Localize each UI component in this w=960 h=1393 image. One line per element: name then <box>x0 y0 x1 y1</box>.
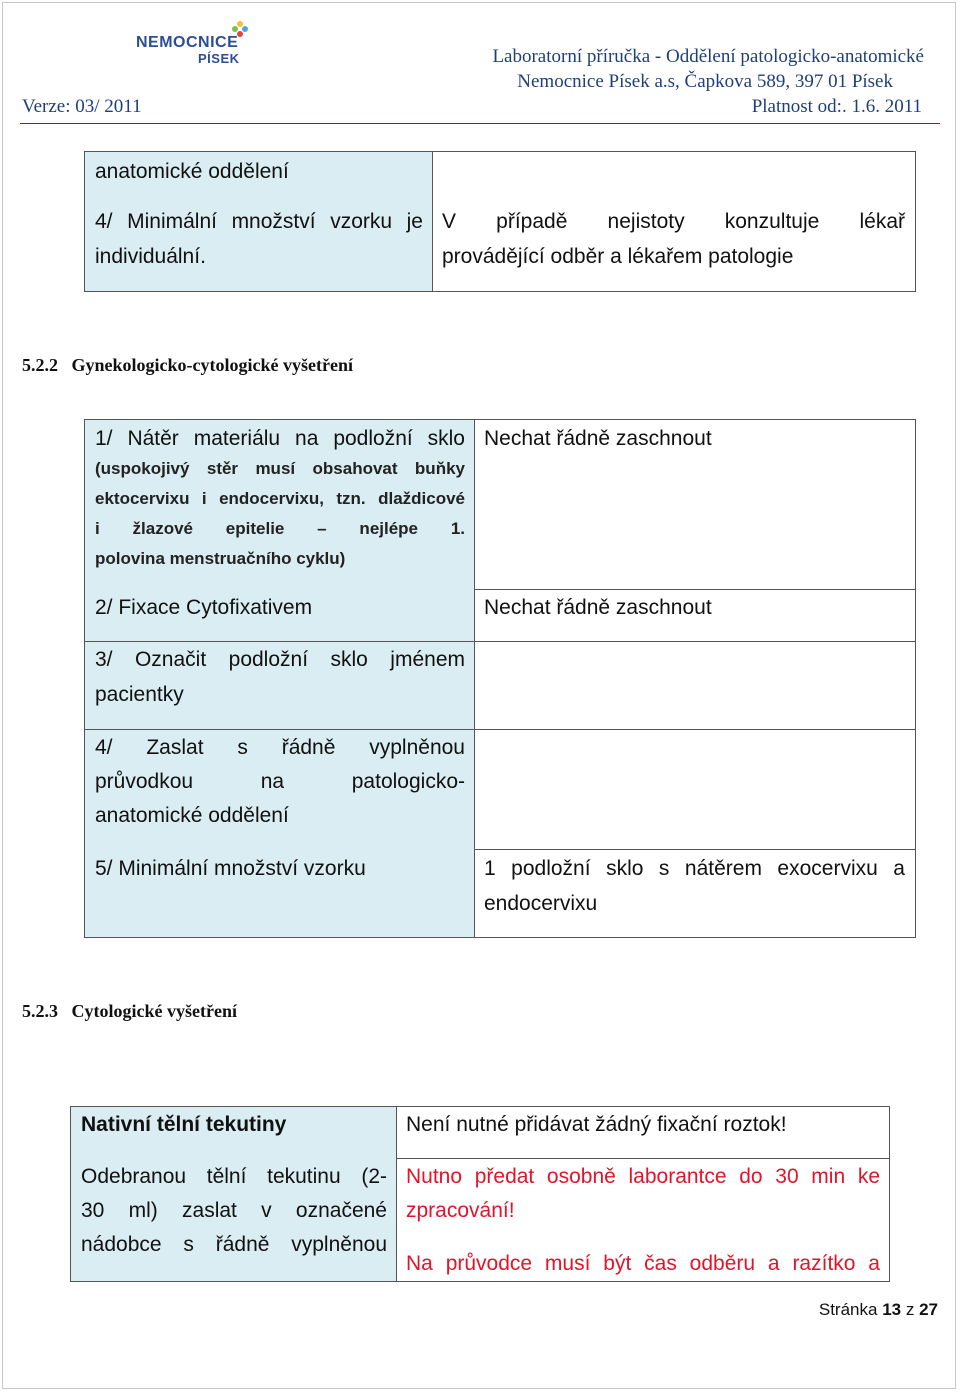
table-cell-text: 4/ Minimální množství vzorku je <box>95 210 423 233</box>
table-cell-text: 1 podložní sklo s nátěrem exocervixu a <box>484 857 905 880</box>
table-cell-text: V případě nejistoty konzultuje lékař <box>442 210 905 233</box>
section-number: 5.2.3 <box>22 1001 58 1021</box>
section-title: Gynekologicko-cytologické vyšetření <box>71 355 353 375</box>
section-heading-522 <box>22 355 353 376</box>
page-label: Stránka <box>818 1300 878 1319</box>
logo-text-nemocnice: NEMOCNICE <box>136 34 239 51</box>
table-cell-text: provádějící odběr a lékařem patologie <box>442 245 794 268</box>
section-heading-523 <box>22 1001 237 1022</box>
table-gynecologic-cytology <box>84 419 916 938</box>
page-number <box>819 1300 938 1320</box>
table-cell-text: endocervixu <box>484 892 598 915</box>
table-cell-text: 2/ Fixace Cytofixativem <box>95 596 313 619</box>
section-title: Cytologické vyšetření <box>71 1001 237 1021</box>
table-cell-text: průvodkou na patologicko- <box>95 770 465 793</box>
page-separator: z <box>905 1300 915 1319</box>
table-cell-text: Nechat řádně zaschnout <box>484 596 712 619</box>
logo-text-pisek: PÍSEK <box>198 51 240 66</box>
table-cell-text: 1/ Nátěr materiálu na podložní sklo <box>95 427 465 450</box>
table-cell-text: pacientky <box>95 683 184 706</box>
column-divider <box>474 420 475 937</box>
table-cell-note <box>95 454 465 574</box>
table-cell-text: Nechat řádně zaschnout <box>484 427 712 450</box>
section-number: 5.2.2 <box>22 355 58 375</box>
note-line: i žlazové epitelie – nejlépe 1. <box>95 519 465 538</box>
header-divider <box>20 123 940 124</box>
hospital-logo <box>120 20 270 70</box>
table-cell-text: 4/ Zaslat s řádně vyplněnou <box>95 736 465 759</box>
table-cell-text: 30 ml) zaslat v označené <box>81 1199 387 1222</box>
note-line: ektocervixu i endocervixu, tzn. dlaždicové <box>95 489 465 508</box>
table-cell-text: anatomické oddělení <box>95 160 289 183</box>
column-divider <box>432 152 433 291</box>
warning-text: Nutno předat osobně laborantce do 30 min ke <box>406 1165 880 1188</box>
table-cell-text: Nativní tělní tekutiny <box>81 1113 287 1136</box>
table-cell-text: Odebranou tělní tekutinu (2- <box>81 1165 387 1188</box>
table-cell-text: 5/ Minimální množství vzorku <box>95 857 366 880</box>
table-cell-text: nádobce s řádně vyplněnou <box>81 1233 387 1256</box>
note-line: (uspokojivý stěr musí obsahovat buňky <box>95 459 465 478</box>
document-title: Laboratorní příručka - Oddělení patologicko-anatomické <box>492 46 924 67</box>
table-cell-text: 3/ Označit podložní sklo jménem <box>95 648 465 671</box>
row-divider <box>474 849 915 850</box>
table-cell-text: anatomické oddělení <box>95 804 289 827</box>
table-specimen-continued <box>84 151 916 292</box>
total-pages: 27 <box>919 1300 938 1319</box>
note-line: polovina menstruačního cyklu) <box>95 549 346 568</box>
warning-text: Na průvodce musí být čas odběru a razítko a <box>406 1252 880 1275</box>
warning-text: zpracování! <box>406 1199 515 1222</box>
table-cell-text: individuální. <box>95 245 206 268</box>
current-page: 13 <box>882 1300 902 1319</box>
table-cell-text: Není nutné přidávat žádný fixační roztok! <box>406 1113 787 1136</box>
hospital-address: Nemocnice Písek a.s, Čapkova 589, 397 01 Písek <box>517 71 893 92</box>
column-divider <box>396 1107 397 1281</box>
document-version: Verze: 03/ 2011 <box>22 96 142 117</box>
table-cytology <box>70 1106 890 1282</box>
document-validity: Platnost od:. 1.6. 2011 <box>751 96 922 117</box>
